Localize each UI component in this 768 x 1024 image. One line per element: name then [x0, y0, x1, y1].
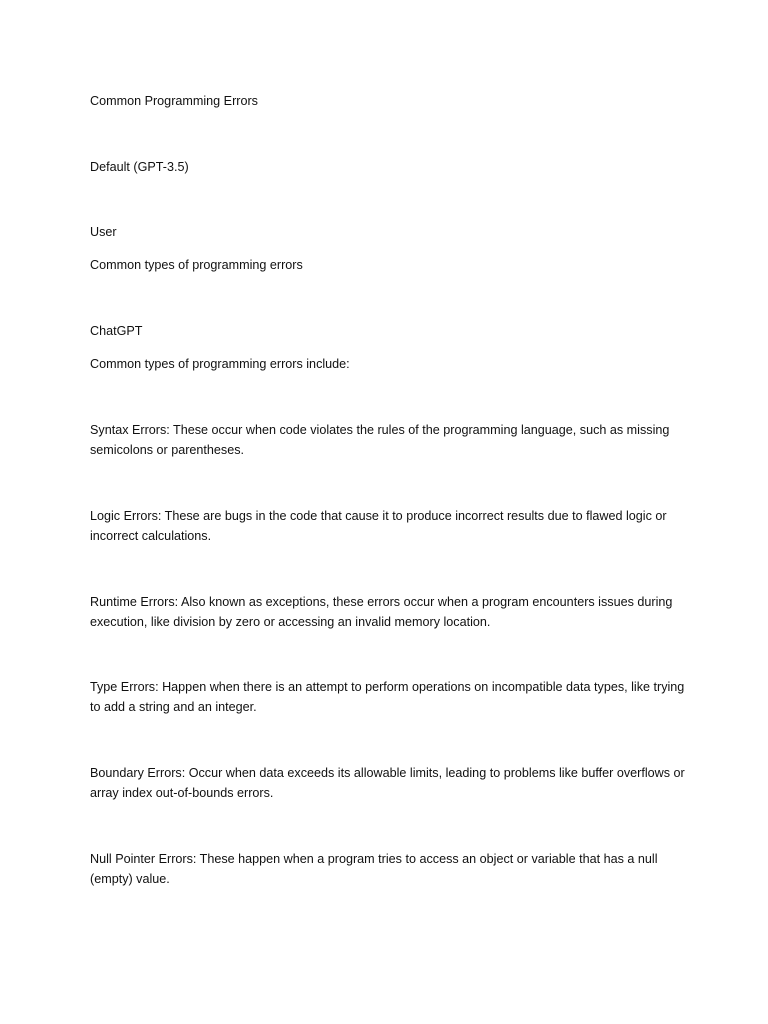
- document-title: Common Programming Errors: [90, 94, 258, 108]
- error-item-syntax: Syntax Errors: These occur when code violates the rules of the programming language, such as missing semicolons or parentheses.: [90, 423, 670, 457]
- model-label: Default (GPT-3.5): [90, 160, 189, 174]
- user-label: User: [90, 225, 117, 239]
- assistant-intro: Common types of programming errors include:: [90, 357, 350, 371]
- error-item-null-pointer: Null Pointer Errors: These happen when a program tries to access an object or variable that has a null (empty) value.: [90, 852, 658, 886]
- assistant-label: ChatGPT: [90, 324, 143, 338]
- user-message: Common types of programming errors: [90, 258, 303, 272]
- error-item-logic: Logic Errors: These are bugs in the code that cause it to produce incorrect results due to flawed logic or incorrect calculations.: [90, 509, 667, 543]
- error-item-type: Type Errors: Happen when there is an attempt to perform operations on incompatible data types, like trying to add a string and an integer.: [90, 680, 685, 714]
- error-item-runtime: Runtime Errors: Also known as exceptions, these errors occur when a program encounters issues during execution, like division by zero or accessing an invalid memory location.: [90, 595, 673, 629]
- error-item-boundary: Boundary Errors: Occur when data exceeds its allowable limits, leading to problems like buffer overflows or array index out-of-bounds errors.: [90, 766, 685, 800]
